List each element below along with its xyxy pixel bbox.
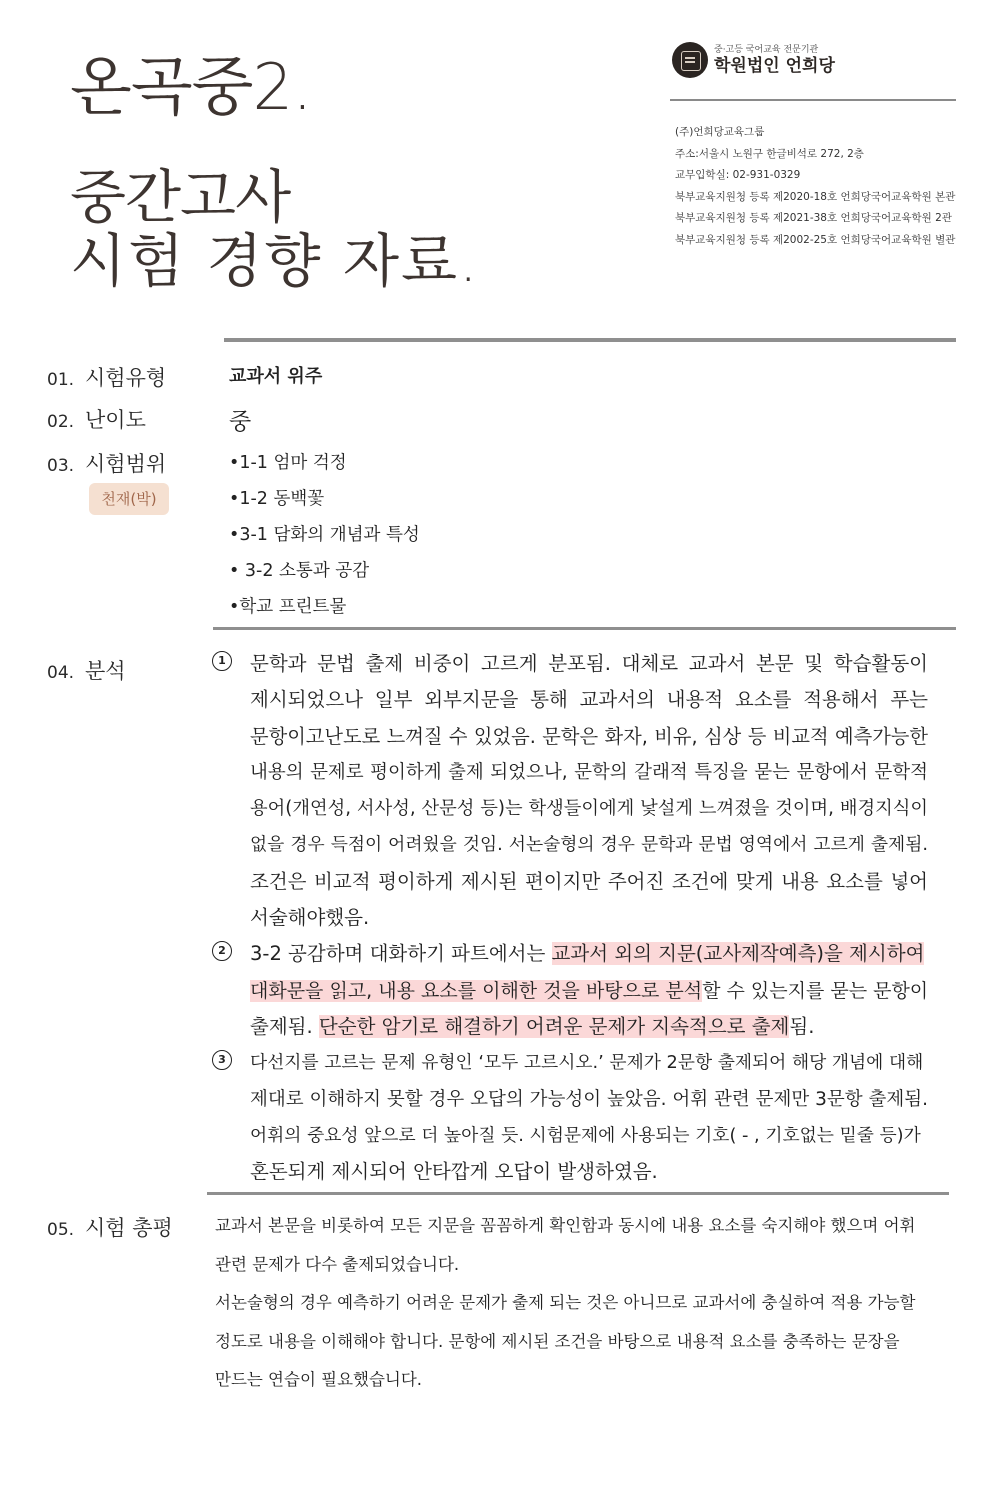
- label-exam-type: 01. 시험유형: [47, 366, 167, 390]
- circled-number-1: 1: [212, 651, 232, 671]
- title-school: 온곡중2.: [70, 51, 312, 125]
- document-title: [70, 38, 480, 295]
- contact-info: [675, 124, 955, 254]
- text-line: 문항이고난도로 느껴질 수 있었음. 문학은 화자, 비유, 심상 등 비교적 예측가능한: [250, 724, 928, 748]
- info-line: 교무입학실: 02-931-0329: [675, 169, 801, 182]
- text-line: 정도로 내용을 이해해야 합니다. 문항에 제시된 조건을 바탕으로 내용적 요소를 충족하는 문장을: [215, 1331, 900, 1351]
- text-line: 만드는 연습이 필요했습니다.: [215, 1370, 423, 1390]
- list-item: • 3-2 소통과 공감: [229, 561, 370, 581]
- label-scope: 03. 시험범위: [47, 452, 167, 476]
- text-line: 어휘의 중요성 앞으로 더 높아질 듯. 시험문제에 사용되는 기호( - , 기호없는 밑줄 등)가: [250, 1125, 921, 1146]
- circled-number-2: 2: [212, 941, 232, 961]
- section-divider: [224, 338, 956, 342]
- info-line: (주)언희당교육그룹: [675, 126, 765, 138]
- academy-logo: [672, 42, 835, 78]
- label-analysis: 04. 분석: [47, 659, 126, 683]
- label-summary: 05. 시험 총평: [47, 1216, 173, 1240]
- list-item: •1-1 엄마 걱정: [229, 453, 347, 473]
- text-line: 혼돈되게 제시되어 안타깝게 오답이 발생하였음.: [250, 1160, 658, 1184]
- analysis-paragraph-1: [212, 646, 928, 936]
- text-line: 3-2 공감하며 대화하기 파트에서는 교과서 외의 지문(교사제작예측)을 제시하여: [250, 942, 925, 966]
- text-line: 용어(개연성, 서사성, 산문성 등)는 학생들이에게 낯설게 느껴졌을 것이며, 배경지식이: [250, 798, 928, 820]
- text-line: 출제됨. 단순한 암기로 해결하기 어려운 문제가 지속적으로 출제됨.: [250, 1014, 815, 1038]
- text-line: 제시되었으나 일부 외부지문을 통해 교과서의 내용적 요소를 적용해서 푸는: [250, 688, 928, 712]
- list-item: •3-1 담화의 개념과 특성: [229, 525, 420, 545]
- logo-name: 학원법인 언희당: [714, 56, 835, 76]
- text-line: 교과서 본문을 비롯하여 모든 지문을 꼼꼼하게 확인함과 동시에 내용 요소를 숙지해야 했으며 어휘: [215, 1216, 916, 1235]
- highlighted-text: 교과서 외의 지문(교사제작예측)을 제시하여: [551, 942, 925, 966]
- section-divider: [207, 1192, 949, 1195]
- highlighted-text: 대화문을 읽고, 내용 요소를 이해한 것을 바탕으로 분석: [250, 979, 703, 1002]
- text-line: 조건은 비교적 평이하게 제시된 편이지만 주어진 조건에 맞게 내용 요소를 넣어: [250, 869, 928, 893]
- text-line: 대화문을 읽고, 내용 요소를 이해한 것을 바탕으로 분석할 수 있는지를 묻는 문항이: [250, 979, 929, 1002]
- text-line: 문학과 문법 출제 비중이 고르게 분포됨. 대체로 교과서 본문 및 학습활동이: [250, 652, 928, 675]
- text-line: 관련 문제가 다수 출제되었습니다.: [215, 1254, 460, 1274]
- circled-number-3: 3: [212, 1050, 232, 1070]
- value-difficulty: 중: [229, 409, 252, 435]
- logo-subtitle: 중·고등 국어교육 전문기관: [714, 45, 819, 55]
- list-item: •학교 프린트물: [229, 597, 347, 617]
- list-item: •1-2 동백꽃: [229, 489, 325, 509]
- text-line: 서술해야했음.: [250, 906, 370, 930]
- value-exam-type: 교과서 위주: [229, 366, 323, 387]
- header-divider: [670, 99, 956, 101]
- info-line: 주소:서울시 노원구 한글비석로 272, 2층: [675, 147, 864, 160]
- info-line: 북부교육지원청 등록 제2002-25호 언희당국어교육학원 별관: [675, 233, 956, 246]
- summary-body: [215, 1208, 967, 1401]
- text-line: 다선지를 고르는 문제 유형인 ‘모두 고르시오.’ 문제가 2문항 출제되어 해당 개념에 대해: [250, 1053, 924, 1074]
- analysis-body: [212, 646, 928, 1190]
- analysis-paragraph-2: [212, 936, 928, 1045]
- info-line: 북부교육지원청 등록 제2021-38호 언희당국어교육학원 2관: [675, 212, 952, 225]
- text-line: 없을 경우 득점이 어려웠을 것임. 서논술형의 경우 문학과 문법 영역에서 고르게 출제됨.: [250, 835, 928, 856]
- text-line: 제대로 이해하지 못할 경우 오답의 가능성이 높았음. 어휘 관련 문제만 3문항 출제됨.: [250, 1088, 928, 1110]
- scope-list: [229, 446, 420, 626]
- textbook-badge: 천재(박): [89, 483, 169, 515]
- title-trend: 시험 경향 자료.: [70, 227, 480, 295]
- analysis-paragraph-3: [212, 1045, 928, 1190]
- info-line: 북부교육지원청 등록 제2020-18호 언희당국어교육학원 본관: [675, 190, 956, 203]
- text-line: 서논술형의 경우 예측하기 어려운 문제가 출제 되는 것은 아니므로 교과서에 충실하여 적용 가능할: [215, 1293, 916, 1313]
- section-divider: [213, 627, 956, 630]
- seal-icon: [672, 42, 708, 78]
- highlighted-text: 단순한 암기로 해결하기 어려운 문제가 지속적으로 출제: [318, 1014, 790, 1038]
- text-line: 내용의 문제로 평이하게 출제 되었으나, 문학의 갈래적 특징을 묻는 문항에서 문학적: [250, 761, 928, 783]
- title-exam: 중간고사: [70, 163, 291, 231]
- label-difficulty: 02. 난이도: [47, 408, 146, 432]
